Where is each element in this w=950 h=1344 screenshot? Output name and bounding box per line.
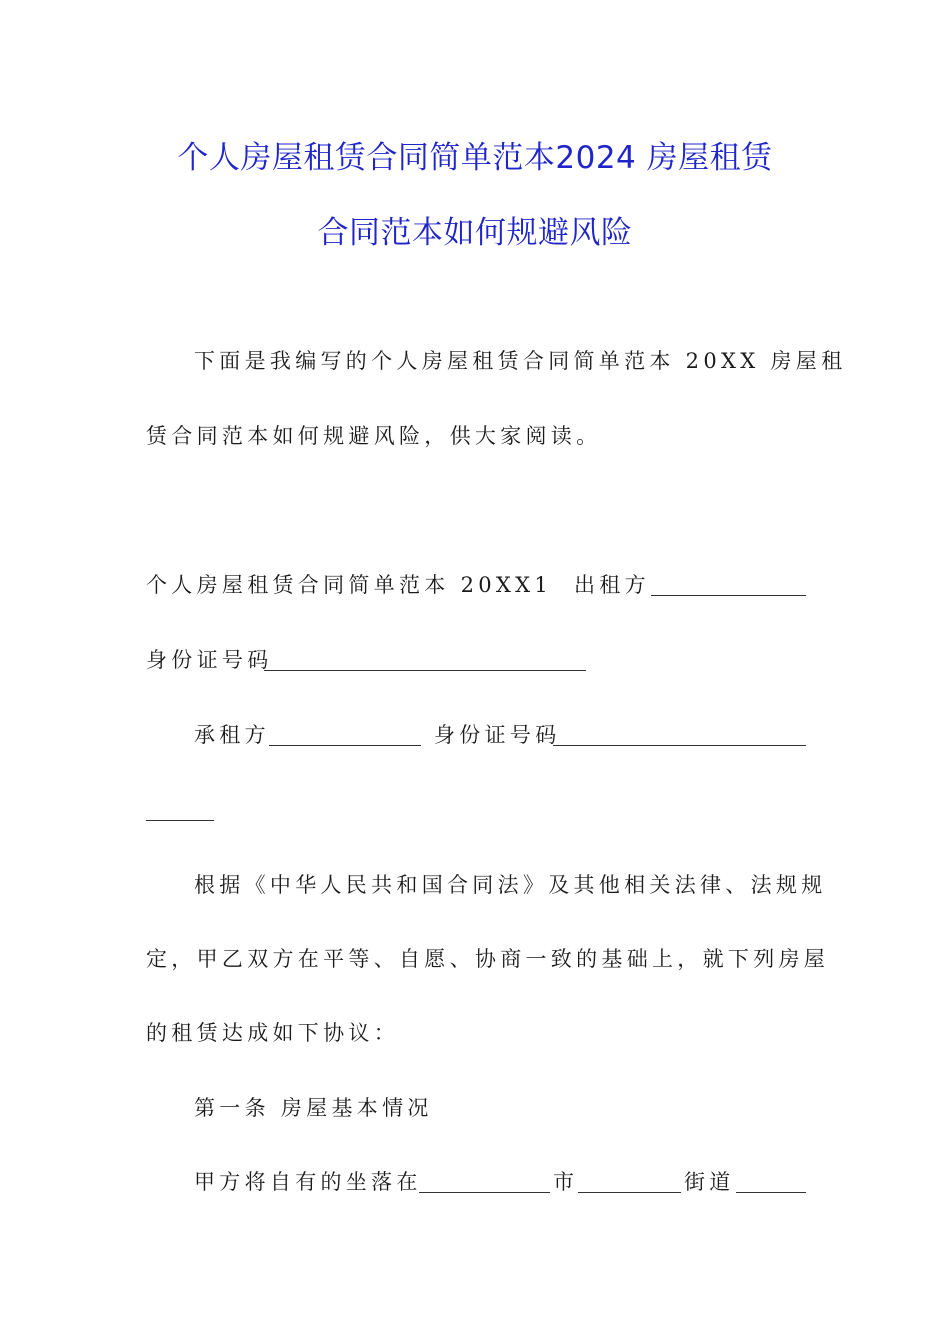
- lessee-id-blank[interactable]: [553, 744, 806, 746]
- street-label: 街道: [684, 1170, 735, 1194]
- lessee-id-label: 身份证号码: [434, 723, 561, 747]
- article-1-location-text: 甲方将自有的坐落在: [194, 1170, 422, 1194]
- intro-line-1: 下面是我编写的个人房屋租赁合同简单范本 20XX 房屋租: [194, 349, 847, 373]
- lessor-id-label: 身份证号码: [146, 648, 273, 672]
- city-label: 市: [553, 1170, 579, 1194]
- street-blank[interactable]: [736, 1191, 806, 1193]
- intro-line-2: 赁合同范本如何规避风险，供大家阅读。: [146, 424, 602, 448]
- preamble-line-1: 根据《中华人民共和国合同法》及其他相关法律、法规规: [194, 873, 827, 897]
- lessee-name-blank[interactable]: [269, 744, 421, 746]
- lessee-label: 承租方: [194, 723, 270, 747]
- lessor-id-blank[interactable]: [264, 669, 586, 671]
- document-title-line-1: 个人房屋租赁合同简单范本2024 房屋租赁: [177, 140, 773, 176]
- lessee-id-blank-continued[interactable]: [146, 819, 214, 821]
- preamble-line-3: 的租赁达成如下协议：: [146, 1021, 399, 1045]
- lessee-id-label-wrap: [434, 720, 564, 750]
- contract-heading: 个人房屋租赁合同简单范本 20XX1: [146, 573, 553, 597]
- preamble-line-2: 定，甲乙双方在平等、自愿、协商一致的基础上，就下列房屋: [146, 947, 830, 971]
- location-blank[interactable]: [419, 1191, 550, 1193]
- document-title-line-2: 合同范本如何规避风险: [317, 215, 633, 251]
- street-label-wrap: [684, 1167, 744, 1197]
- lessor-label: 出租方: [574, 573, 650, 597]
- article-1-heading: 第一条 房屋基本情况: [194, 1096, 433, 1120]
- city-blank[interactable]: [578, 1191, 681, 1193]
- lessor-name-blank[interactable]: [651, 594, 806, 596]
